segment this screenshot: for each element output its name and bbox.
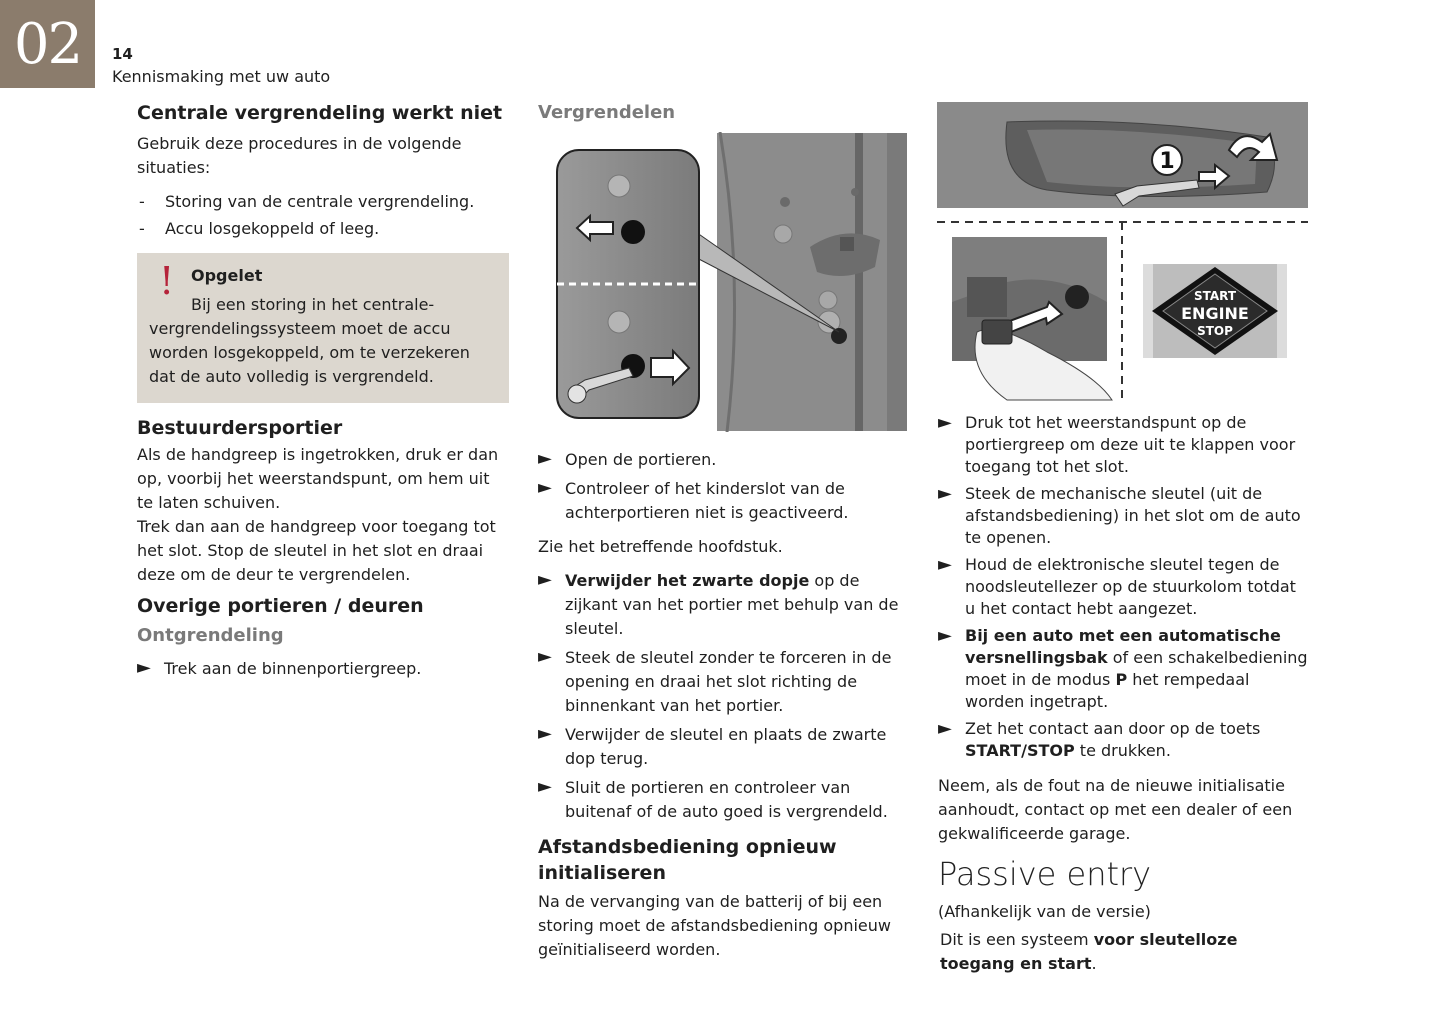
driver-text-1: Als de handgreep is ingetrokken, druk er dan op, voorbij het weerstandspunt, om hem uit te laten schuiven.	[137, 445, 499, 512]
warning-box	[137, 253, 509, 403]
list-item: ► Bij een auto met een automatische versnellingsbak of een schakelbediening moet in de modus P het rempedaal worden ingetrapt.	[938, 625, 1308, 711]
list-item: - Accu losgekoppeld of leeg.	[137, 217, 509, 241]
figure-callout-number: 1	[1159, 149, 1175, 174]
lock-steps-2	[538, 569, 908, 824]
triangle-bullet-icon: ►	[938, 625, 952, 646]
triangle-bullet-icon: ►	[538, 646, 552, 667]
triangle-bullet-icon: ►	[938, 718, 952, 739]
heading-remote-reinit: Afstandsbediening opnieuw initialiseren	[538, 836, 837, 884]
list-item: ► Zet het contact aan door op de toets START/STOP te drukken.	[938, 718, 1261, 760]
door-handle-start-illustration	[937, 102, 1308, 402]
warning-title: Opgelet	[191, 266, 263, 285]
intro-text: Gebruik deze procedures in de volgende situaties:	[137, 134, 462, 177]
unlock-steps	[137, 657, 509, 681]
remote-text: Na de vervanging van de batterij of bij een storing moet de afstandsbediening opnieuw geïnitialiseerd worden.	[538, 892, 891, 959]
subheading-lock: Vergrendelen	[538, 102, 676, 123]
list-item: ► Steek de sleutel zonder te forceren in de opening en draai het slot richting de binnenkant van het portier.	[538, 646, 892, 715]
exclamation-icon: !	[159, 259, 175, 303]
triangle-bullet-icon: ►	[137, 657, 151, 678]
list-item: ► Houd de elektronische sleutel tegen de noodsleutellezer op de stuurkolom totdat u het contact hebt aangezet.	[938, 554, 1296, 618]
column-middle-text	[538, 448, 908, 962]
warning-text: Bij een storing in het centrale-vergrendelingssysteem moet de accu worden losgekoppeld, om te verzekeren dat de auto volledig is vergrendeld.	[149, 295, 470, 386]
triangle-bullet-icon: ►	[538, 723, 552, 744]
column-right-text	[938, 412, 1308, 976]
fault-text: Neem, als de fout na de nieuwe initialisatie aanhoudt, contact op met een dealer of een gekwalificeerde garage.	[938, 776, 1293, 843]
door-lock-illustration	[555, 132, 908, 432]
triangle-bullet-icon: ►	[538, 477, 552, 498]
triangle-bullet-icon: ►	[938, 554, 952, 575]
list-item: - Storing van de centrale vergrendeling.	[137, 190, 509, 214]
list-item: ► Open de portieren.	[538, 448, 717, 469]
system-text: Dit is een systeem voor sleutelloze toegang en start.	[940, 930, 1238, 973]
start-button-label-engine: ENGINE	[1181, 304, 1249, 323]
list-item: ► Verwijder de sleutel en plaats de zwarte dop terug.	[538, 723, 887, 768]
page-number: 14	[112, 45, 133, 63]
list-item: ► Controleer of het kinderslot van de achterportieren niet is geactiveerd.	[538, 477, 849, 522]
list-item: ► Druk tot het weerstandspunt op de portiergreep om deze uit te klappen voor toegang tot het slot.	[938, 412, 1296, 476]
reference-text: Zie het betreffende hoofdstuk.	[538, 537, 783, 556]
lock-steps-1	[538, 448, 908, 525]
list-item: ► Steek de mechanische sleutel (uit de afstandsbediening) in het slot om de auto te openen.	[938, 483, 1301, 547]
situation-list	[137, 190, 509, 241]
column-middle	[538, 100, 908, 126]
heading-driver-door: Bestuurdersportier	[137, 417, 343, 439]
passive-steps	[938, 412, 1308, 762]
list-item: ► Trek aan de binnenportiergreep.	[137, 657, 422, 678]
list-item: ► Verwijder het zwarte dopje op de zijkant van het portier met behulp van de sleutel.	[538, 569, 899, 638]
start-button-label-start: START	[1193, 289, 1237, 303]
version-note: (Afhankelijk van de versie)	[938, 902, 1151, 921]
list-item: ► Sluit de portieren en controleer van buitenaf of de auto goed is vergrendeld.	[538, 776, 888, 821]
chapter-number: 02	[13, 11, 82, 77]
subheading-unlock: Ontgrendeling	[137, 625, 284, 646]
triangle-bullet-icon: ►	[938, 483, 952, 504]
triangle-bullet-icon: ►	[538, 569, 552, 590]
driver-text-2: Trek dan aan de handgreep voor toegang tot het slot. Stop de sleutel in het slot en draai deze om de deur te vergrendelen.	[137, 517, 496, 584]
start-button-label-stop: STOP	[1197, 324, 1233, 338]
section-title: Kennismaking met uw auto	[112, 67, 331, 86]
heading-central-locking: Centrale vergrendeling werkt niet	[137, 102, 503, 124]
heading-other-doors: Overige portieren / deuren	[137, 595, 424, 617]
heading-passive-entry: Passive entry	[938, 855, 1152, 893]
chapter-number-box	[0, 0, 95, 88]
triangle-bullet-icon: ►	[938, 412, 952, 433]
triangle-bullet-icon: ►	[538, 448, 552, 469]
triangle-bullet-icon: ►	[538, 776, 552, 797]
column-left	[137, 100, 509, 681]
